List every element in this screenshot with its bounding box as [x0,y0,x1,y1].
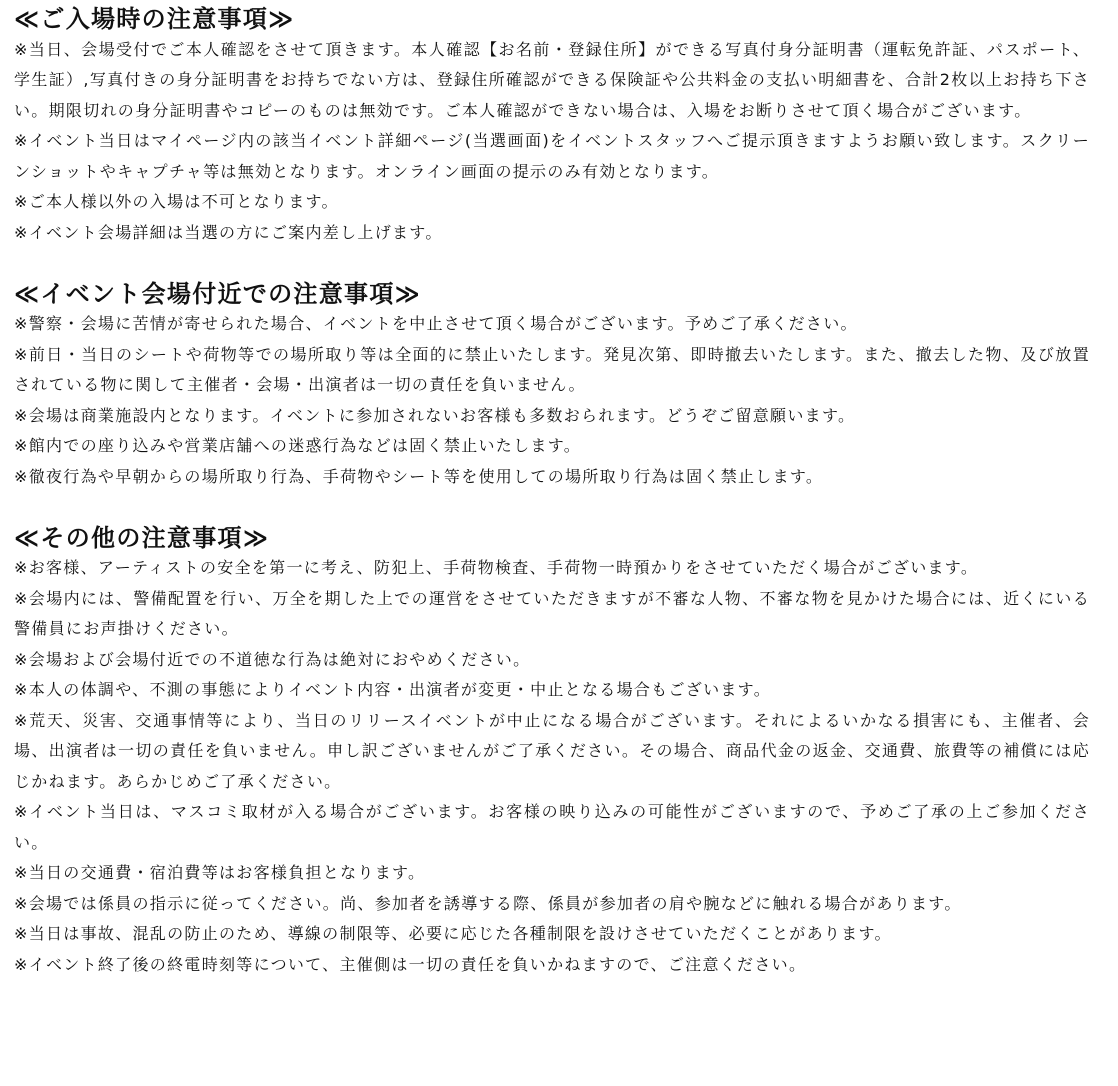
venue-vicinity-notice-section [14,279,1090,493]
notice-item: ※イベント当日はマイページ内の該当イベント詳細ページ(当選画面)をイベントスタッフへご提示頂きますようお願い致します。スクリーンショットやキャプチャ等は無効となります。オンライン画面の提示のみ有効となります。 [14,131,1090,181]
section-heading: ≪その他の注意事項≫ [14,523,270,552]
other-notice-section [14,523,1090,981]
notice-item: ※当日、会場受付でご本人確認をさせて頂きます。本人確認【お名前・登録住所】ができる写真付身分証明書（運転免許証、パスポート、学生証）,写真付きの身分証明書をお持ちでない方は、登録住所確認ができる保険証や公共料金の支払い明細書を、合計2枚以上お持ち下さい。期限切れの身分証明書やコピーのものは無効です。ご本人確認ができない場合は、入場をお断りさせて頂く場合がございます。 [14,39,1090,120]
notice-item: ※イベント当日は、マスコミ取材が入る場合がございます。お客様の映り込みの可能性がございますので、予めご了承の上ご参加ください。 [14,802,1090,852]
notice-item: ※警察・会場に苦情が寄せられた場合、イベントを中止させて頂く場合がございます。予めご了承ください。 [14,314,858,333]
notice-item: ※本人の体調や、不測の事態によりイベント内容・出演者が変更・中止となる場合もございます。 [14,680,772,699]
entry-notice-section [14,4,1090,248]
notice-item: ※当日の交通費・宿泊費等はお客様負担となります。 [14,863,426,882]
notice-item: ※イベント会場詳細は当選の方にご案内差し上げます。 [14,222,443,242]
notice-item: ※イベント終了後の終電時刻等について、主催側は一切の責任を負いかねますので、ご注意ください。 [14,954,807,974]
notice-list [14,309,1090,492]
notice-list [14,35,1090,249]
notice-list [14,553,1090,980]
notice-item: ※会場は商業施設内となります。イベントに参加されないお客様も多数おられます。どうぞご留意願います。 [14,405,856,425]
notice-item: ※会場では係員の指示に従ってください。尚、参加者を誘導する際、係員が参加者の肩や腕などに触れる場合があります。 [14,893,962,913]
section-heading: ≪ご入場時の注意事項≫ [14,5,295,33]
notice-item: ※荒天、災害、交通事情等により、当日のリリースイベントが中止になる場合がございます。それによるいかなる損害にも、主催者、会場、出演者は一切の責任を負いません。申し訳ございませんがご了承ください。その場合、商品代金の返金、交通費、旅費等の補償には応じかねます。あらかじめご了承ください。 [14,710,1090,791]
notice-item: ※前日・当日のシートや荷物等での場所取り等は全面的に禁止いたします。発見次第、即時撤去いたします。また、撤去した物、及び放置されている物に関して主催者・会場・出演者は一切の責任を負いません。 [14,344,1090,394]
notice-item: ※徹夜行為や早朝からの場所取り行為、手荷物やシート等を使用しての場所取り行為は固く禁止します。 [14,466,824,486]
notice-item: ※お客様、アーティストの安全を第一に考え、防犯上、手荷物検査、手荷物一時預かりをさせていただく場合がございます。 [14,558,979,577]
notice-item: ※会場内には、警備配置を行い、万全を期した上での運営をさせていただきますが不審な人物、不審な物を見かけた場合には、近くにいる警備員にお声掛けください。 [14,588,1090,638]
notice-item: ※館内での座り込みや営業店舗への迷惑行為などは固く禁止いたします。 [14,436,582,455]
notice-item: ※ご本人様以外の入場は不可となります。 [14,192,339,211]
section-heading: ≪イベント会場付近での注意事項≫ [14,279,422,308]
notice-item: ※会場および会場付近での不道徳な行為は絶対におやめください。 [14,649,531,669]
notice-item: ※当日は事故、混乱の防止のため、導線の制限等、必要に応じた各種制限を設けさせていただくことがあります。 [14,924,892,943]
